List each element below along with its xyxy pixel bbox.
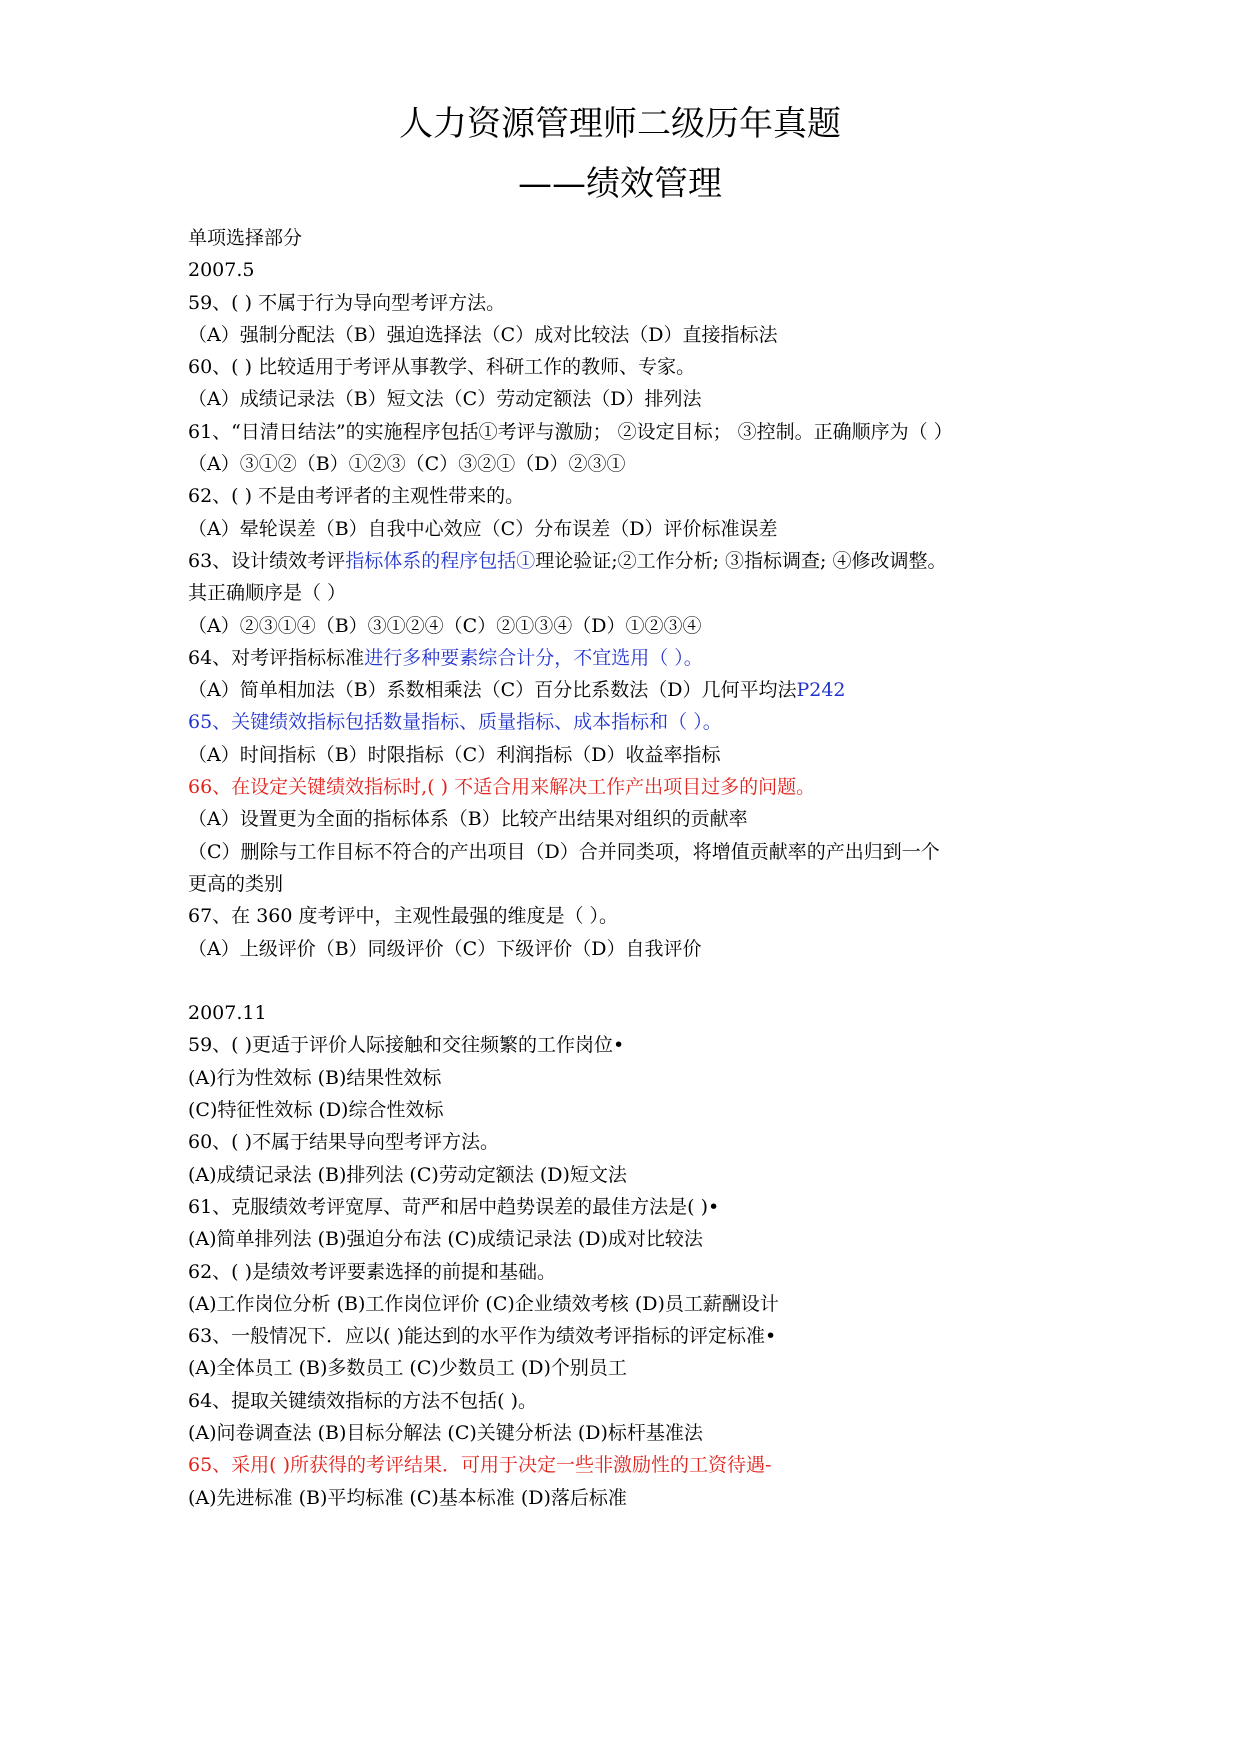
options-61b: (A)简单排列法 (B)强迫分布法 (C)成绩记录法 (D)成对比较法 [188,1228,703,1251]
question-62: 62、( ) 不是由考评者的主观性带来的。 [188,485,525,508]
options-64 [188,674,1068,706]
question-63-continued: 其正确顺序是（ ） [188,582,347,605]
document-title: 人力资源管理师二级历年真题 [399,104,841,144]
section-spacer [188,965,1068,997]
question-66: 66、在设定关键绩效指标时,( ) 不适合用来解决工作产出项目过多的问题。 [188,776,816,799]
options-59b-line1: (A)行为性效标 (B)结果性效标 [188,1066,442,1089]
page-reference: P242 [796,679,846,702]
exam-date-2007-11: 2007.11 [188,1002,267,1025]
options-60: （A）成绩记录法（B）短文法（C）劳动定额法（D）排列法 [188,388,702,411]
options-62b: (A)工作岗位分析 (B)工作岗位评价 (C)企业绩效考核 (D)员工薪酬设计 [188,1292,779,1315]
section-label: 单项选择部分 [188,227,303,249]
options-63: （A）②③①④（B）③①②④（C）②①③④（D）①②③④ [188,614,702,637]
question-64-part1: 64、对考评指标标准 [188,646,365,669]
question-67: 67、在 360 度考评中，主观性最强的维度是（ ）。 [188,905,619,928]
options-62: （A）晕轮误差（B）自我中心效应（C）分布误差（D）评价标准误差 [188,517,778,540]
question-65: 65、关键绩效指标包括数量指标、质量指标、成本指标和（ ）。 [188,711,722,734]
options-64b: (A)问卷调查法 (B)目标分解法 (C)关键分析法 (D)标杆基准法 [188,1421,703,1444]
document-subtitle: ——绩效管理 [518,164,722,204]
question-63-highlight: 指标体系的程序包括① [345,549,536,572]
question-61: 61、“日清日结法”的实施程序包括①考评与激励； ②设定目标； ③控制。正确顺序为（ ） [188,420,953,443]
question-64-highlight: 进行多种要素综合计分，不宜选用（ ）。 [364,646,703,669]
question-59: 59、( ) 不属于行为导向型考评方法。 [188,291,506,314]
options-66-line3: 更高的类别 [188,872,284,895]
question-64 [188,642,1068,674]
options-66-line2: （C）删除与工作目标不符合的产出项目（D）合并同类项，将增值贡献率的产出归到一个 [188,840,940,863]
options-63b: (A)全体员工 (B)多数员工 (C)少数员工 (D)个别员工 [188,1357,627,1380]
options-60b: (A)成绩记录法 (B)排列法 (C)劳动定额法 (D)短文法 [188,1163,627,1186]
question-60b: 60、( )不属于结果导向型考评方法。 [188,1131,500,1154]
question-64b: 64、提取关键绩效指标的方法不包括( )。 [188,1389,538,1412]
options-59b-line2: (C)特征性效标 (D)综合性效标 [188,1099,444,1122]
options-66-line1: （A）设置更为全面的指标体系（B）比较产出结果对组织的贡献率 [188,808,748,831]
question-63b: 63、一般情况下．应以( )能达到的水平作为绩效考评指标的评定标准• [188,1325,777,1348]
question-63-part3: 理论验证;②工作分析; ③指标调查; ④修改调整。 [535,549,947,572]
question-61b: 61、克服绩效考评宽厚、苛严和居中趋势误差的最佳方法是( )• [188,1195,720,1218]
question-60: 60、( ) 比较适用于考评从事教学、科研工作的教师、专家。 [188,356,696,379]
question-63-part1: 63、设计绩效考评 [188,549,346,572]
options-61: （A）③①②（B）①②③（C）③②①（D）②③① [188,453,626,476]
question-63 [188,545,1068,577]
options-65: （A）时间指标（B）时限指标（C）利润指标（D）收益率指标 [188,743,721,766]
options-67: （A）上级评价（B）同级评价（C）下级评价（D）自我评价 [188,937,702,960]
document-body [188,222,1068,1514]
options-65b: (A)先进标准 (B)平均标准 (C)基本标准 (D)落后标准 [188,1486,627,1509]
options-64-text: （A）简单相加法（B）系数相乘法（C）百分比系数法（D）几何平均法 [188,679,797,702]
exam-date-2007-5: 2007.5 [188,259,255,282]
question-59b: 59、( )更适于评价人际接触和交往频繁的工作岗位• [188,1034,625,1057]
question-65b: 65、采用( )所获得的考评结果．可用于决定一些非激励性的工资待遇- [188,1454,772,1477]
options-59: （A）强制分配法（B）强迫选择法（C）成对比较法（D）直接指标法 [188,323,778,346]
question-62b: 62、( )是绩效考评要素选择的前提和基础。 [188,1260,557,1283]
